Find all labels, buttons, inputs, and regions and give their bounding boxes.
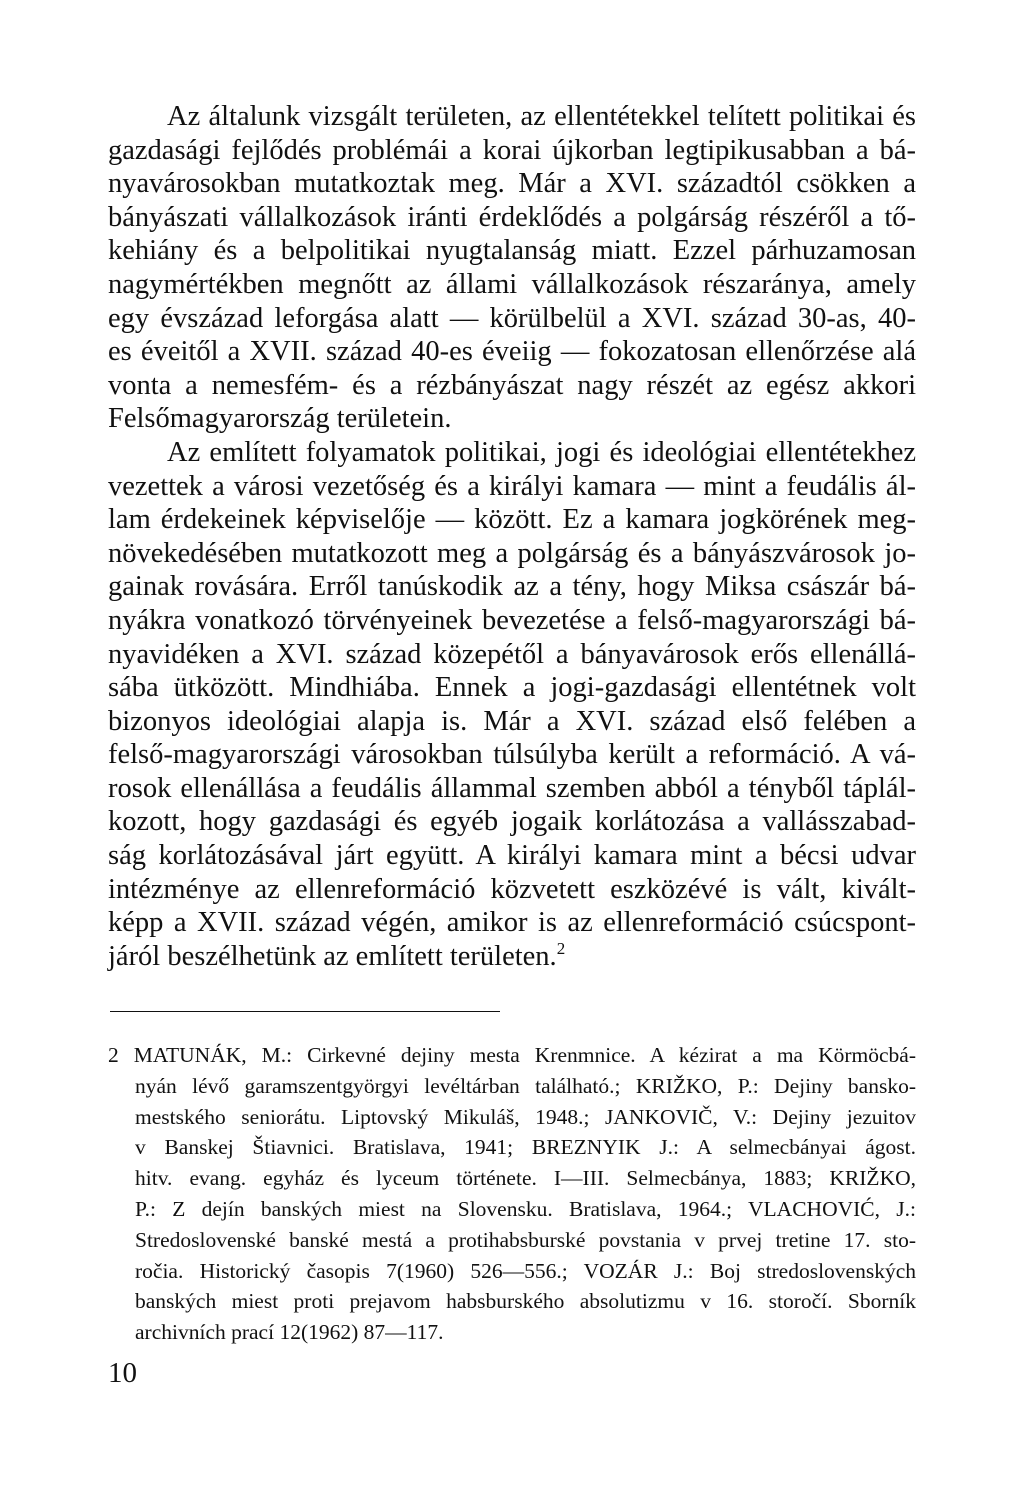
text-line: növekedésében mutatkozott meg a polgárság és a bányászvárosok jo- bbox=[108, 537, 916, 569]
text-line: egy évszázad leforgása alatt — körülbelül a XVI. század 30-as, 40- bbox=[108, 302, 916, 334]
footnote-separator bbox=[110, 1011, 500, 1012]
footnote-line: v Banskej Štiavnici. Bratislava, 1941; BREZNYIK J.: A selmecbányai ágost. bbox=[135, 1135, 916, 1160]
text-line: intézménye az ellenreformáció közvetett eszközévé is vált, kivált- bbox=[108, 873, 916, 905]
text-line: Felsőmagyarország területein. bbox=[108, 403, 452, 435]
text-line: lam érdekeinek képviselője — között. Ez a kamara jogkörének meg- bbox=[108, 504, 916, 536]
footnote-line: 2 MATUNÁK, M.: Cirkevné dejiny mesta Krenmnice. A kézirat a ma Körmöcbá- bbox=[108, 1043, 916, 1067]
footnote-line: archivních prací 12(1962) 87—117. bbox=[135, 1320, 444, 1345]
footnote-line: banských miest proti prejavom habsburského absolutizmu v 16. storočí. Sborník bbox=[135, 1289, 916, 1314]
text-line: bányászati vállalkozások iránti érdeklődés a polgárság részéről a tő- bbox=[108, 201, 916, 233]
text-line: kozott, hogy gazdasági és egyéb jogaik korlátozása a vallásszabad- bbox=[108, 806, 916, 838]
text-line: Az általunk vizsgált területen, az ellentétekkel telített politikai és bbox=[167, 101, 916, 132]
text-line: felső-magyarországi városokban túlsúlyba került a reformáció. A vá- bbox=[108, 739, 916, 771]
text-line: Az említett folyamatok politikai, jogi és ideológiai ellentétekhez bbox=[167, 436, 916, 468]
text-line: képp a XVII. század végén, amikor is az ellenreformáció csúcspont- bbox=[108, 907, 916, 939]
text-line: nagymértékben megnőtt az állami vállalkozások részaránya, amely bbox=[108, 268, 916, 300]
text-line: sába ütközött. Mindhiába. Ennek a jogi-gazdasági ellentétnek volt bbox=[108, 672, 916, 704]
text-line: gazdasági fejlődés problémái a korai újkorban legtipikusabban a bá- bbox=[108, 134, 916, 166]
footnote-reference[interactable]: 2 bbox=[556, 938, 566, 958]
main-text bbox=[108, 100, 916, 973]
text-line: es éveitől a XVII. század 40-es éveiig — fokozatosan ellenőrzése alá bbox=[108, 336, 916, 368]
text-line: rosok ellenállása a feudális állammal szemben abból a tényből táplál- bbox=[108, 772, 916, 804]
text-line: nyavárosokban mutatkoztak meg. Már a XVI. századtól csökken a bbox=[108, 168, 916, 200]
text-line: nyákra vonatkozó törvényeinek bevezetése a felső-magyarországi bá- bbox=[108, 604, 916, 636]
footnote-line: nyán lévő garamszentgyörgyi levéltárban található.; KRIŽKO, P.: Dejiny bansko- bbox=[135, 1073, 916, 1098]
text-line: bizonyos ideológiai alapja is. Már a XVI. század első felében a bbox=[108, 705, 916, 737]
footnote-line: P.: Z dejín banských miest na Slovensku. Bratislava, 1964.; VLACHOVIĆ, J.: bbox=[135, 1196, 916, 1221]
text-line: nyavidéken a XVI. század közepétől a bányavárosok erős ellenállá- bbox=[108, 638, 916, 670]
footnote-line: ročia. Historický časopis 7(1960) 526—556.; VOZÁR J.: Boj stredoslovenských bbox=[135, 1258, 916, 1283]
text-line: vezettek a városi vezetőség és a királyi kamara — mint a feudális ál- bbox=[108, 470, 916, 502]
footnote-line: mestského seniorátu. Liptovský Mikuláš, 1948.; JANKOVIČ, V.: Dejiny jezuitov bbox=[135, 1104, 916, 1129]
text-line: ság korlátozásával járt együtt. A királyi kamara mint a bécsi udvar bbox=[108, 840, 916, 872]
text-line-content: járól beszélhetünk az említett területen. bbox=[108, 940, 557, 972]
footnote-line: Stredoslovenské banské mestá a protihabsburské povstania v prvej tretine 17. sto- bbox=[135, 1227, 916, 1252]
text-line: gainak rovására. Erről tanúskodik az a tény, hogy Miksa császár bá- bbox=[108, 571, 916, 603]
text-line: vonta a nemesfém- és a rézbányászat nagy részét az egész akkori bbox=[108, 369, 916, 401]
text-line: kehiány és a belpolitikai nyugtalanság miatt. Ezzel párhuzamosan bbox=[108, 235, 916, 267]
footnote bbox=[108, 1040, 916, 1348]
text-line-with-footnote-ref bbox=[108, 940, 916, 974]
page-number: 10 bbox=[108, 1357, 137, 1389]
footnote-line: hitv. evang. egyház és lyceum története. I—III. Selmecbánya, 1883; KRIŽKO, bbox=[135, 1166, 916, 1191]
